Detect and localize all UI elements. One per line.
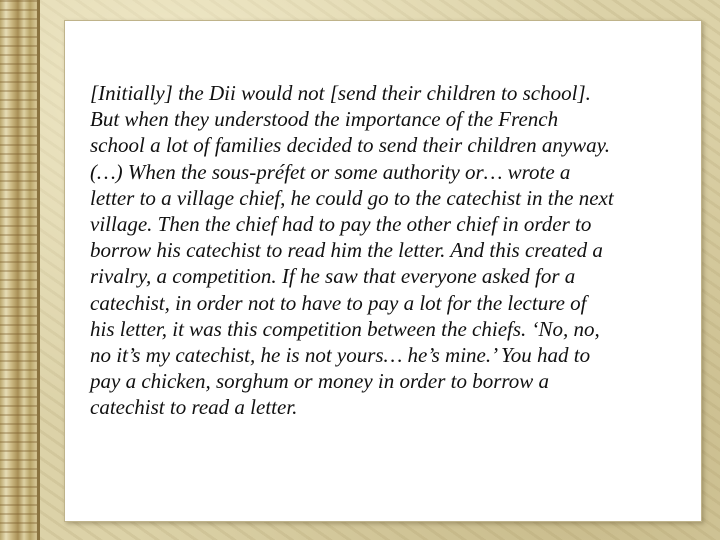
decorative-border-strip <box>0 0 40 540</box>
quote-text: [Initially] the Dii would not [send their children to school]. But when they understood the importance of the French school a lot of families decided to send their children anyway. (…) When the sous-préfet or some authority or… wrote a letter to a village chief, he could go to the catechist in the next village. Then the chief had to pay the other chief in order to borrow his catechist to read him the letter. And this created a rivalry, a competition. If he saw that everyone asked for a catechist, in order not to have to pay a lot for the lecture of his letter, it was this competition between the chiefs. ‘No, no, no it’s my catechist, he is not yours… he’s mine.’ You had to pay a chicken, sorghum or money in order to borrow a catechist to read a letter. <box>90 81 614 420</box>
